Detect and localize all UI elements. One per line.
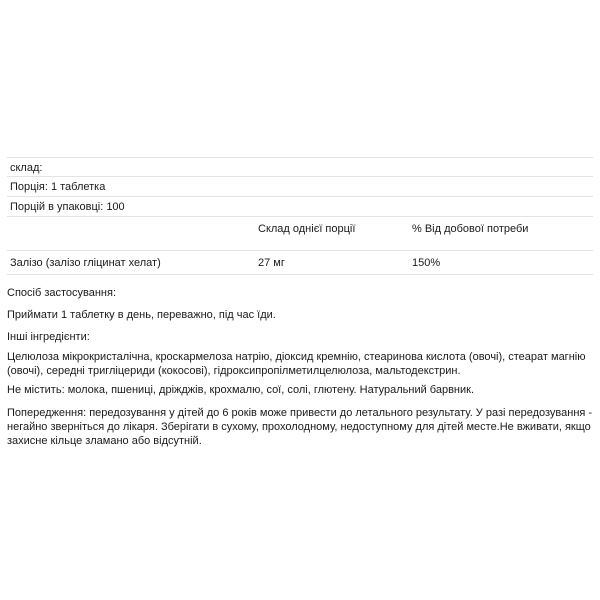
serving-size: Порція: 1 таблетка [10, 181, 106, 193]
supplement-facts-table [7, 157, 593, 275]
amount-column-header: Склад однієї порції [258, 223, 356, 235]
facts-heading: склад: [10, 162, 43, 174]
nutrient-name: Залізо (залізо гліцинат хелат) [10, 257, 161, 269]
nutrient-amount: 27 мг [258, 257, 285, 269]
servings-per-container-row [7, 197, 593, 217]
other-ingredients-label: Інші інгредієнти: [7, 331, 90, 343]
servings-per-container: Порцій в упаковці: 100 [10, 201, 125, 213]
warning-text: Попередження: передозування у дітей до 6 років може привести до летального результату. У разі передозування - негайно зверніться до лікаря. Зберігати в сухому, прохолодному, недоступному для дітей месте.Не вживати, якщо захисне кільце зламано або відсутній. [7, 407, 593, 447]
daily-value-column-header: % Від добової потреби [412, 223, 529, 235]
usage-label: Спосіб застосування: [7, 287, 117, 299]
nutrient-row [7, 251, 593, 275]
nutrient-daily-value: 150% [412, 257, 441, 269]
facts-column-header-row [7, 217, 593, 251]
usage-text: Приймати 1 таблетку в день, переважно, під час їди. [7, 309, 276, 321]
facts-heading-row [7, 157, 593, 177]
serving-size-row [7, 177, 593, 197]
free-from-text: Не містить: молока, пшениці, дріжджів, крохмалю, сої, солі, глютену. Натуральний барвник. [7, 384, 475, 396]
other-ingredients-text: Целюлоза мікрокристалічна, кроскармелоза натрію, діоксид кремнію, стеаринова кислота (овочі), стеарат магнію (овочі), середні тригліцериди (кокосові), гідроксипропілметилцелюлоза, мальтодекстрин. [7, 351, 586, 377]
